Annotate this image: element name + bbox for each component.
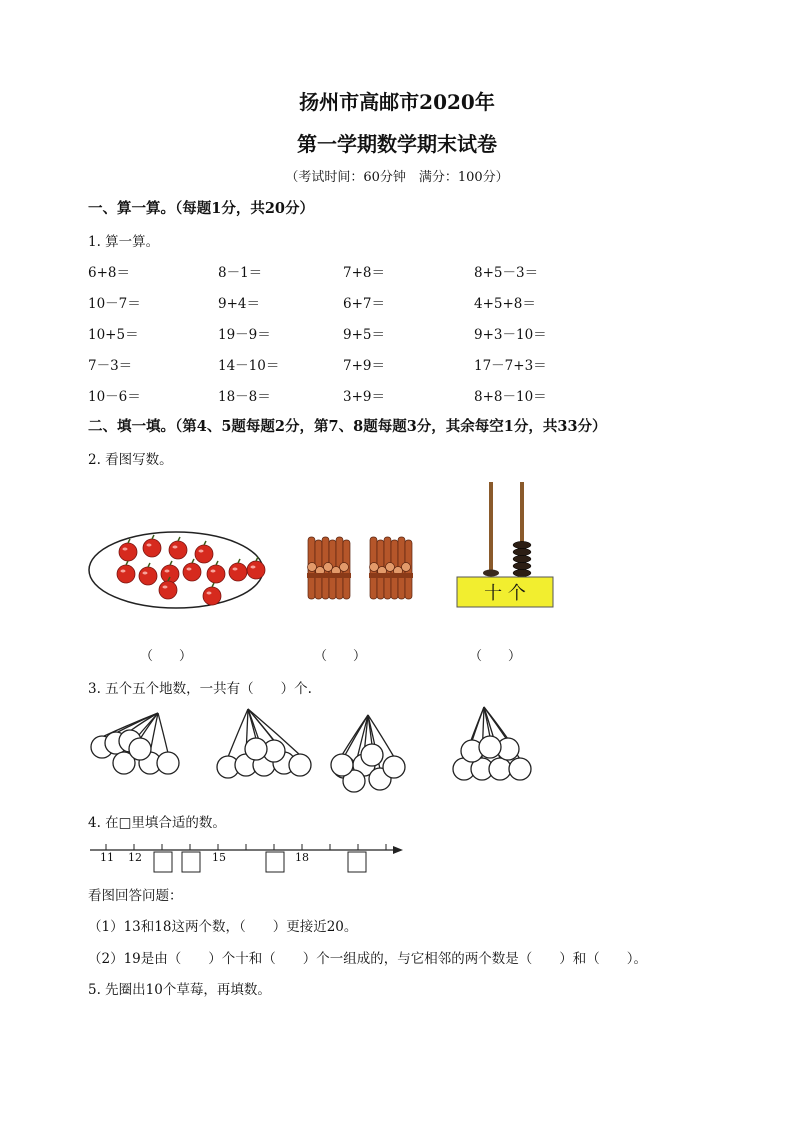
stick-end <box>386 563 395 572</box>
arithmetic-item: 9+5＝ <box>343 327 385 343</box>
answer-box <box>182 852 200 872</box>
cherry <box>479 736 501 758</box>
q2-blank-1[interactable]: （ ） <box>140 649 193 664</box>
apple <box>159 581 177 599</box>
arithmetic-item: 10－7＝ <box>88 296 141 312</box>
apple-highlight <box>143 572 148 575</box>
arithmetic-item: 6+7＝ <box>343 296 385 312</box>
cherry-stem <box>472 707 484 741</box>
cherry <box>361 744 383 766</box>
arithmetic-item: 10+5＝ <box>88 327 139 343</box>
apple-highlight <box>123 548 128 551</box>
arithmetic-item: 9+4＝ <box>218 296 260 312</box>
arithmetic-item: 8+5－3＝ <box>474 265 539 281</box>
question-1-label: 1. 算一算。 <box>88 234 160 250</box>
q4-prompt: 看图回答问题： <box>88 888 183 904</box>
apple-plate-image <box>88 530 268 610</box>
apple-highlight <box>121 570 126 573</box>
question-4-label: 4. 在□里填合适的数。 <box>88 815 226 831</box>
cherry <box>157 752 179 774</box>
apple-highlight <box>187 568 192 571</box>
page-subtitle: 第一学期数学期末试卷 <box>297 132 497 156</box>
apple-highlight <box>251 566 256 569</box>
apple <box>195 545 213 563</box>
apple <box>139 567 157 585</box>
question-5-label: 5. 先圈出10个草莓，再填数。 <box>88 982 271 998</box>
apple-highlight <box>211 570 216 573</box>
arithmetic-item: 7+9＝ <box>343 358 385 374</box>
stick-band <box>307 573 351 578</box>
question-3-label: 3. 五个五个地数，一共有（ ）个. <box>88 681 312 697</box>
arithmetic-item: 17－7+3＝ <box>474 358 547 374</box>
arithmetic-item: 4+5+8＝ <box>474 296 536 312</box>
cherry <box>489 758 511 780</box>
apple <box>169 541 187 559</box>
abacus-bead <box>513 569 531 576</box>
stick-end <box>340 563 349 572</box>
apple <box>143 539 161 557</box>
arithmetic-item: 8+8－10＝ <box>474 389 547 405</box>
cherry <box>245 738 267 760</box>
apple-highlight <box>147 544 152 547</box>
number-line-label-11: 11 <box>100 851 114 864</box>
cherry-bunches-image <box>88 705 548 800</box>
exam-info: （考试时间：60分钟 满分：100分） <box>285 170 509 185</box>
apple <box>119 543 137 561</box>
page-title: 扬州市高邮市2020年 <box>299 90 495 114</box>
apple-highlight <box>207 592 212 595</box>
arithmetic-item: 14－10＝ <box>218 358 280 374</box>
abacus-bead <box>513 555 531 562</box>
arithmetic-item: 3+9＝ <box>343 389 385 405</box>
arithmetic-item: 9+3－10＝ <box>474 327 547 343</box>
apple-highlight <box>165 570 170 573</box>
cherry <box>509 758 531 780</box>
cherry-stem <box>158 713 168 753</box>
answer-box <box>266 852 284 872</box>
arithmetic-item: 8－1＝ <box>218 265 263 281</box>
number-line-label-12: 12 <box>128 851 142 864</box>
arithmetic-item: 7+8＝ <box>343 265 385 281</box>
q4-sub-question-1: （1）13和18这两个数，（ ）更接近20。 <box>88 919 358 935</box>
answer-box <box>348 852 366 872</box>
abacus-bead <box>513 541 531 548</box>
number-line-label-18: 18 <box>295 851 309 864</box>
abacus-bead <box>513 562 531 569</box>
arithmetic-item: 7－3＝ <box>88 358 133 374</box>
q2-blank-3[interactable]: （ ） <box>469 649 522 664</box>
question-2-label: 2. 看图写数。 <box>88 452 173 468</box>
q2-blank-2[interactable]: （ ） <box>314 649 367 664</box>
apple <box>229 563 247 581</box>
stick-bundles-image <box>298 533 418 608</box>
number-line-label-15: 15 <box>212 851 226 864</box>
stick-end <box>308 563 317 572</box>
stick-band <box>369 573 413 578</box>
apple <box>117 565 135 583</box>
cherry <box>383 756 405 778</box>
cherry <box>289 754 311 776</box>
abacus-place-label: 十 个 <box>484 583 526 604</box>
cherry <box>129 738 151 760</box>
q4-sub-question-2: （2）19是由（ ）个十和（ ）个一组成的，与它相邻的两个数是（ ）和（ ）。 <box>88 951 648 967</box>
arithmetic-item: 19－9＝ <box>218 327 271 343</box>
arithmetic-item: 18－8＝ <box>218 389 271 405</box>
arithmetic-item: 6+8＝ <box>88 265 130 281</box>
arithmetic-item: 10－6＝ <box>88 389 141 405</box>
apple <box>183 563 201 581</box>
apple <box>207 565 225 583</box>
apple-highlight <box>163 586 168 589</box>
apple <box>247 561 265 579</box>
apple-highlight <box>173 546 178 549</box>
section-2-heading: 二、填一填。（第4、5题每题2分，第7、8题每题3分，其余每空1分，共33分） <box>88 418 607 435</box>
answer-box <box>154 852 172 872</box>
apple <box>161 565 179 583</box>
apple-highlight <box>233 568 238 571</box>
section-1-heading: 一、算一算。（每题1分，共20分） <box>88 200 315 217</box>
stick-end <box>370 563 379 572</box>
abacus-bead <box>513 548 531 555</box>
stick-end <box>324 563 333 572</box>
stick-end <box>402 563 411 572</box>
apple-highlight <box>199 550 204 553</box>
apple <box>203 587 221 605</box>
cherry <box>331 754 353 776</box>
